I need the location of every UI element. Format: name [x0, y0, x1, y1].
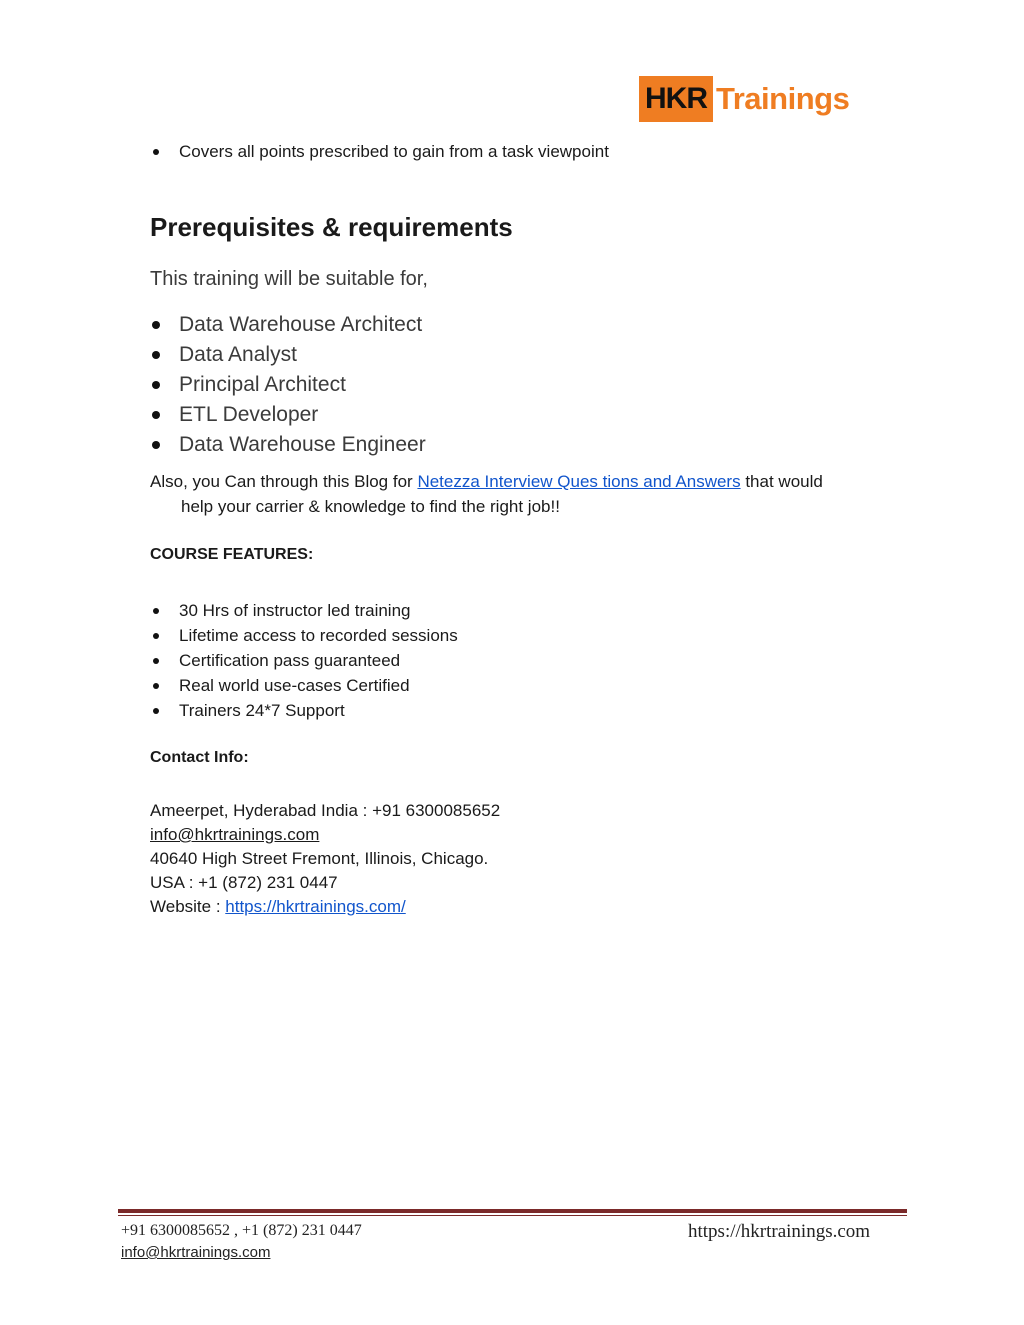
list-item [150, 310, 426, 340]
list-item [150, 673, 458, 698]
blog-prefix: Also, you Can through this Blog for [150, 472, 418, 491]
feature-text: 30 Hrs of instructor led training [179, 600, 411, 620]
list-item [150, 648, 458, 673]
top-bullet-text: Covers all points prescribed to gain from a task viewpoint [179, 142, 609, 161]
contact-block [150, 799, 500, 919]
contact-india: Ameerpet, Hyderabad India : +91 6300085652 [150, 801, 501, 820]
footer-rule-thin [118, 1215, 907, 1216]
intro-text: This training will be suitable for, [150, 268, 428, 290]
feature-text: Lifetime access to recorded sessions [179, 625, 458, 645]
logo-box-text: HKR [639, 76, 713, 122]
website-link[interactable]: https://hkrtrainings.com/ [225, 897, 406, 916]
footer-rule [118, 1209, 907, 1213]
contact-email-line [150, 823, 500, 847]
contact-title: Contact Info: [150, 749, 249, 766]
bullet-icon [153, 608, 159, 614]
brand-logo [639, 76, 849, 122]
bullet-icon [153, 708, 159, 714]
website-label: Website : [150, 897, 226, 916]
footer-email[interactable]: info@hkrtrainings.com [121, 1244, 271, 1261]
features-list [150, 598, 458, 723]
list-item-text: Data Warehouse Engineer [179, 433, 426, 456]
list-item [150, 598, 458, 623]
top-bullet-item [150, 140, 609, 164]
logo-word-text: Trainings [716, 81, 850, 116]
list-item [150, 623, 458, 648]
footer-site[interactable]: https://hkrtrainings.com [688, 1221, 871, 1242]
list-item [150, 400, 426, 430]
list-item-text: Principal Architect [179, 373, 346, 396]
bullet-icon [152, 381, 160, 389]
bullet-icon [153, 683, 159, 689]
blog-suffix: that would [740, 472, 823, 491]
bullet-icon [152, 441, 160, 449]
suitable-for-list [150, 310, 426, 460]
features-title: COURSE FEATURES: [150, 546, 314, 563]
section-heading: Prerequisites & requirements [150, 212, 513, 242]
list-item-text: Data Warehouse Architect [179, 313, 423, 336]
list-item [150, 370, 426, 400]
contact-usa: USA : +1 (872) 231 0447 [150, 873, 338, 892]
list-item [150, 340, 426, 370]
blog-link[interactable]: Netezza Interview Ques tions and Answers [417, 472, 741, 491]
bullet-icon [153, 149, 159, 155]
bullet-icon [152, 411, 160, 419]
footer-phones: +91 6300085652 , +1 (872) 231 0447 [121, 1222, 362, 1239]
list-item [150, 698, 458, 723]
bullet-icon [152, 351, 160, 359]
blog-paragraph [150, 469, 910, 519]
contact-address: 40640 High Street Fremont, Illinois, Chicago. [150, 849, 489, 868]
list-item [150, 430, 426, 460]
bullet-icon [153, 658, 159, 664]
bullet-icon [153, 633, 159, 639]
bullet-icon [152, 321, 160, 329]
contact-website-line [150, 895, 500, 919]
feature-text: Trainers 24*7 Support [179, 700, 345, 720]
contact-email-link[interactable]: info@hkrtrainings.com [150, 825, 320, 844]
feature-text: Real world use-cases Certified [179, 675, 410, 695]
list-item-text: Data Analyst [179, 343, 297, 366]
blog-line-2: help your carrier & knowledge to find the right job!! [181, 497, 560, 516]
feature-text: Certification pass guaranteed [179, 650, 401, 670]
list-item-text: ETL Developer [179, 403, 319, 426]
